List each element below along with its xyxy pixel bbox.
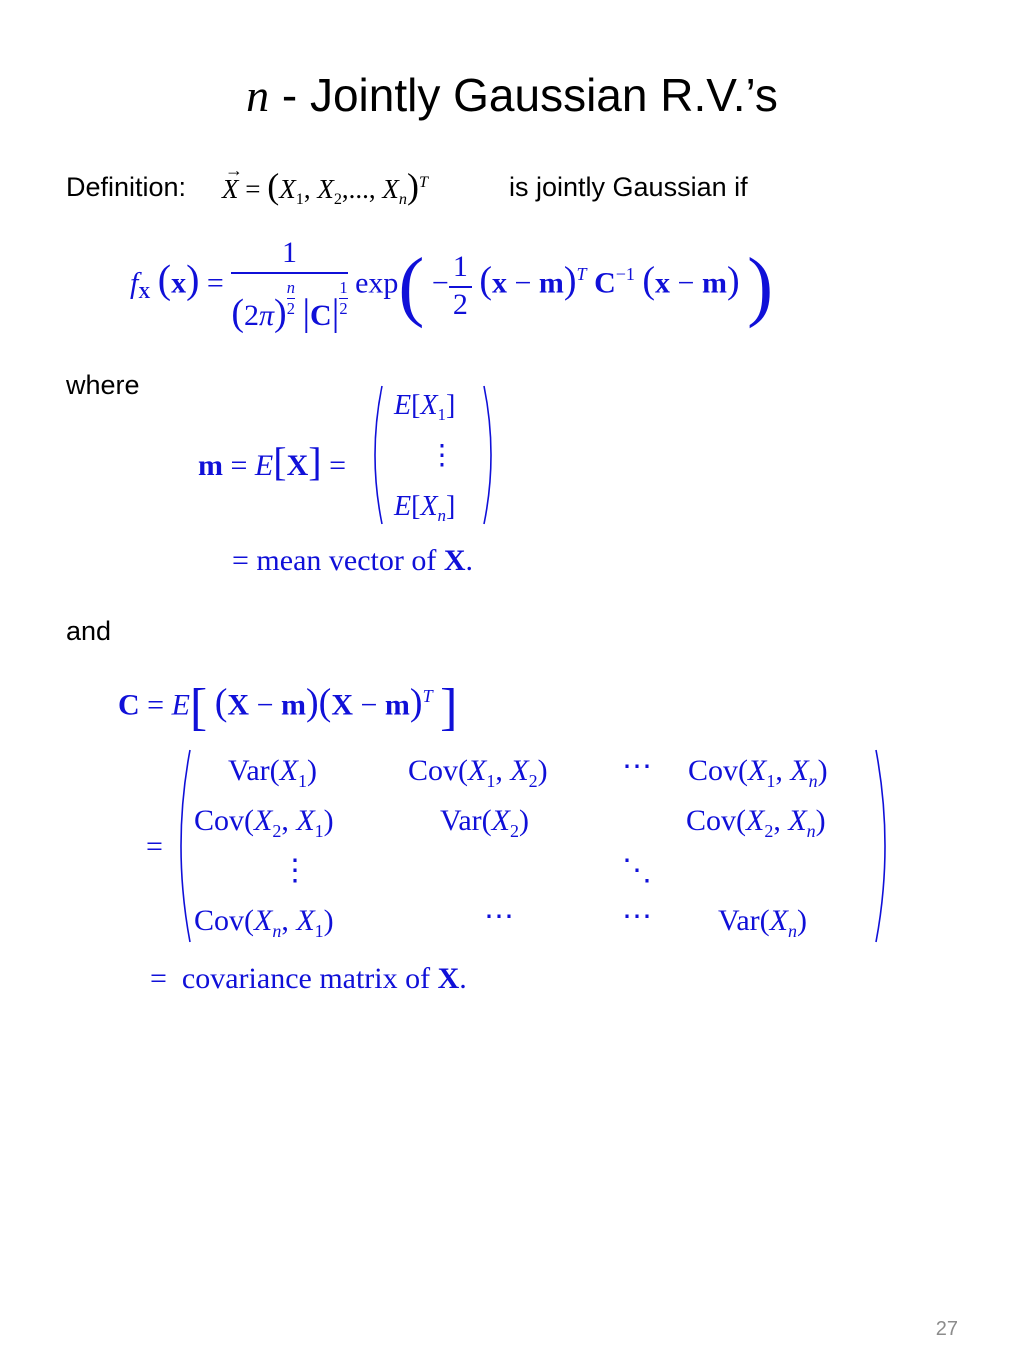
def-x1: X	[279, 174, 296, 204]
def-vector: X	[222, 174, 239, 204]
def-transpose: T	[419, 172, 429, 191]
def-x2: X	[317, 174, 334, 204]
definition-vector-expression: → $X = (X_1$, $X_2$,..., $X_n)^T$	[222, 160, 429, 208]
svg-text:Var(X2): $Var(X_2)$	[440, 804, 529, 841]
svg-text:⋱: ⋱	[622, 854, 652, 887]
covariance-definition-formula: C = E[ $(X - m)(X - m)^T$ ]	[118, 679, 458, 736]
def-dots: ...,	[348, 174, 376, 204]
definition-label: Definition:	[66, 172, 187, 202]
mean-caption-x: X	[443, 544, 466, 577]
svg-text:Cov(X1, Xn): $Cov(X_1$, $X_n$)	[688, 754, 828, 791]
covariance-caption-x: X	[437, 962, 460, 995]
and-label: and	[66, 616, 112, 646]
mean-caption: = mean vector of X.	[232, 544, 474, 577]
title-variable: n	[246, 70, 270, 121]
svg-text:Cov(X2, X1): $Cov(X_2$, $X_1$)	[194, 804, 334, 841]
svg-text:Var(Xn): $Var(X_n)$	[718, 904, 807, 941]
svg-text:⋯: ⋯	[622, 750, 652, 783]
svg-text:Cov(X2, Xn): $Cov(X_2$, $X_n$)	[686, 804, 826, 841]
def-x1-sub: 1	[295, 189, 304, 208]
svg-text:⋯: ⋯	[484, 900, 514, 933]
svg-text:Var(X1): $Var(X_1)$	[228, 754, 317, 791]
covariance-caption-text: = covariance matrix of	[150, 962, 431, 995]
where-label: where	[66, 370, 140, 400]
title-text: - Jointly Gaussian R.V.’s	[269, 69, 778, 121]
svg-text:⋯: ⋯	[622, 900, 652, 933]
def-equals: =	[245, 174, 261, 204]
mean-vector-formula: m = E[X] =	[198, 439, 346, 484]
def-x2-sub: 2	[333, 189, 342, 208]
covariance-equals: =	[146, 830, 163, 863]
covariance-matrix	[172, 744, 894, 948]
covariance-caption: = covariance matrix of X.	[150, 962, 467, 995]
svg-text:⋮: ⋮	[428, 440, 456, 471]
def-xn: X	[382, 174, 399, 204]
svg-text:E[Xn]: $E[X_n]$	[394, 491, 456, 525]
page-number: 27	[935, 1318, 958, 1340]
vector-arrow-icon: →	[225, 160, 243, 180]
def-xn-sub: n	[398, 189, 408, 208]
svg-text:Cov(X1, X2): $Cov(X_1$, $X_2$)	[408, 754, 548, 791]
gaussian-pdf-formula: fX (x) = 1 (2π) $\frac{n}{2}$ |C| $\frac{1}{2}$ exp( − $\frac{1}{2}$ $(x - m)^T$ $C^{-1}$ (x − m) )	[130, 236, 774, 334]
mean-vector-matrix	[368, 382, 498, 528]
svg-text:Cov(Xn, X1): $Cov(X_n$, $X_1$)	[194, 904, 334, 941]
definition-suffix: is jointly Gaussian if	[509, 172, 748, 202]
svg-text:⋮: ⋮	[280, 854, 310, 887]
slide-title	[0, 68, 1024, 122]
mean-caption-text: = mean vector of	[232, 544, 437, 577]
svg-text:E[X1]: $E[X_1]$	[394, 390, 456, 424]
